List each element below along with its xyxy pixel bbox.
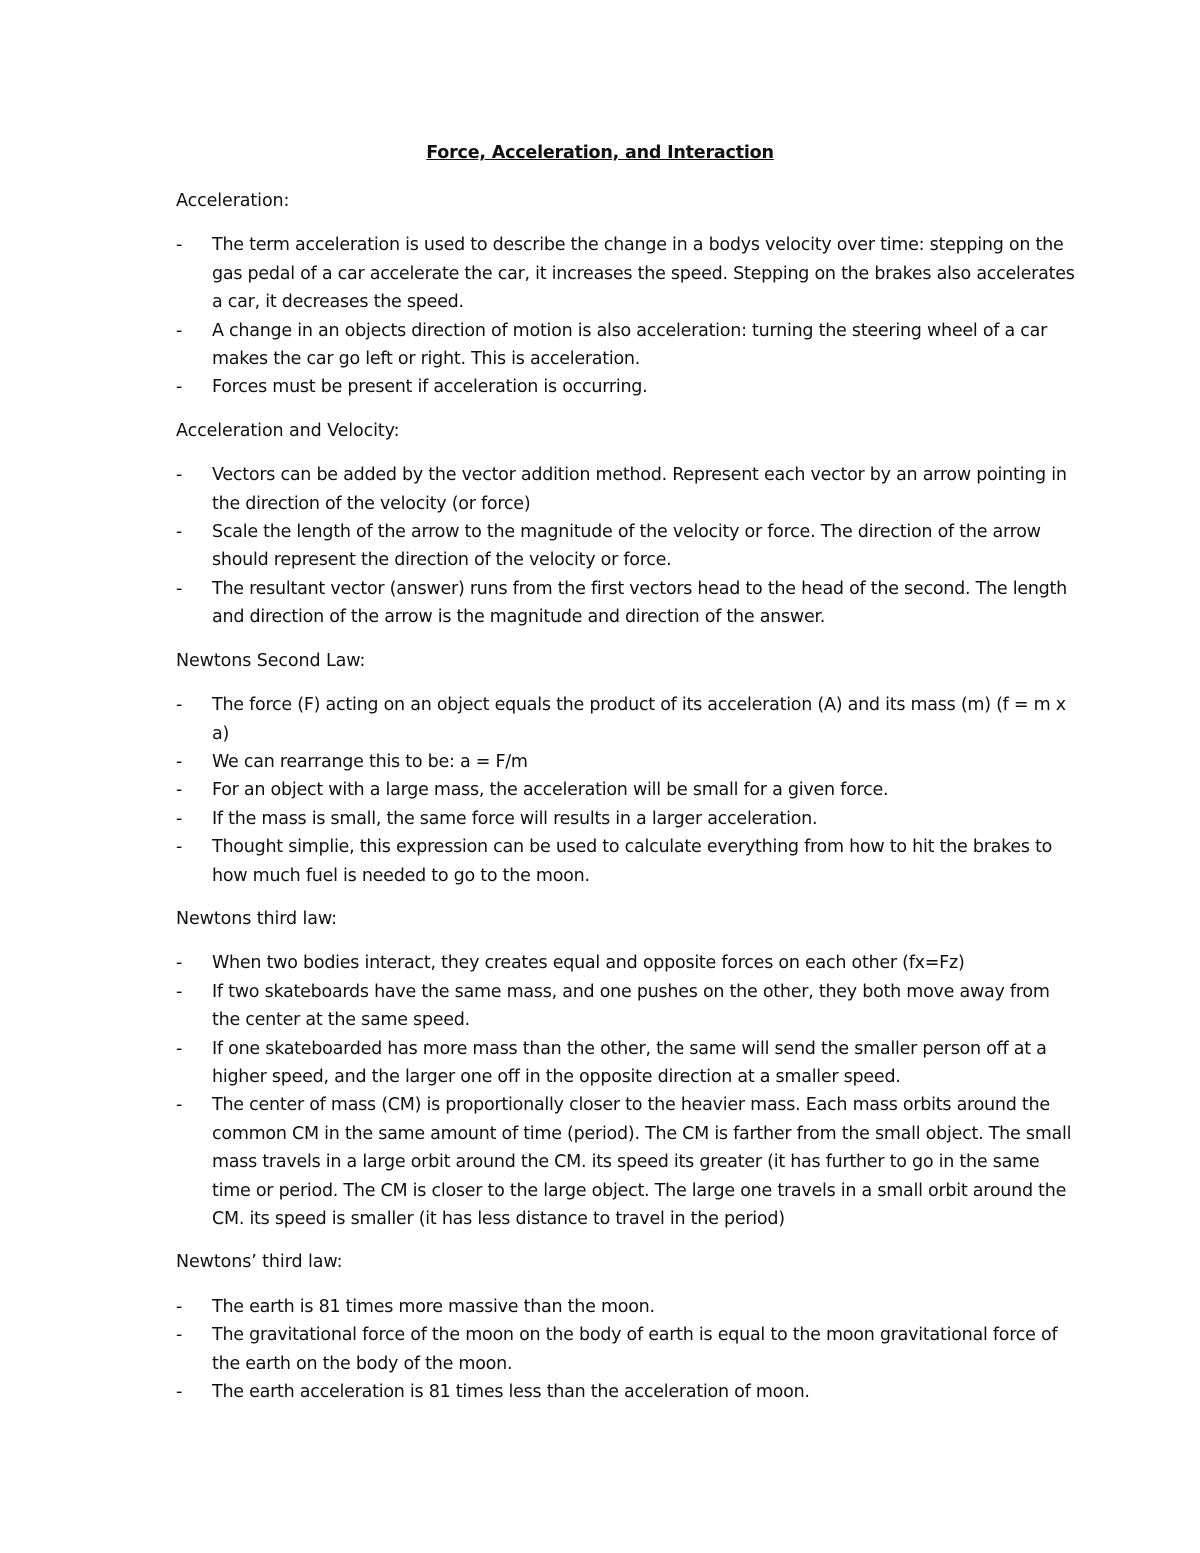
bullet-dash: -: [176, 465, 183, 486]
list-item-text: The gravitational force of the moon on the body of earth is equal to the moon gravitational force of the earth on the body of the moon.: [212, 1325, 1058, 1374]
section-heading: Acceleration:: [176, 191, 290, 211]
bullet-dash: -: [176, 751, 183, 772]
list-item: [176, 691, 1076, 748]
list-item: [176, 1378, 1076, 1406]
bullet-dash: -: [176, 780, 183, 801]
bullet-dash: -: [176, 1382, 183, 1403]
section: [176, 1248, 1076, 1406]
list-item-text: Forces must be present if acceleration is occurring.: [212, 377, 648, 398]
document-body: [176, 187, 1076, 1421]
list-item: [176, 317, 1076, 374]
bullet-dash: -: [176, 695, 183, 716]
bullet-list: [176, 1293, 1076, 1407]
list-item: [176, 949, 1076, 977]
bullet-dash: -: [176, 1038, 183, 1059]
bullet-list: [176, 461, 1076, 631]
section: [176, 647, 1076, 890]
list-item-text: If the mass is small, the same force will results in a larger acceleration.: [212, 808, 818, 829]
section: [176, 417, 1076, 632]
list-item-text: Vectors can be added by the vector addition method. Represent each vector by an arrow pointing in the direction of the velocity (or force): [212, 465, 1067, 514]
bullet-list: [176, 231, 1076, 401]
list-item-text: If one skateboarded has more mass than the other, the same will send the smaller person off at a higher speed, and the larger one off in the opposite direction at a smaller speed.: [212, 1038, 1047, 1087]
list-item: [176, 1293, 1076, 1321]
list-item: [176, 518, 1076, 575]
bullet-dash: -: [176, 837, 183, 858]
list-item: [176, 776, 1076, 804]
bullet-dash: -: [176, 1296, 183, 1317]
list-item-text: For an object with a large mass, the acceleration will be small for a given force.: [212, 780, 889, 801]
bullet-dash: -: [176, 953, 183, 974]
list-item-text: We can rearrange this to be: a = F/m: [212, 751, 528, 772]
list-item: [176, 833, 1076, 890]
bullet-dash: -: [176, 808, 183, 829]
list-item-text: Scale the length of the arrow to the magnitude of the velocity or force. The direction of the arrow should represent the direction of the velocity or force.: [212, 522, 1041, 571]
list-item: [176, 748, 1076, 776]
bullet-dash: -: [176, 1325, 183, 1346]
bullet-dash: -: [176, 377, 183, 398]
section-heading: Acceleration and Velocity:: [176, 420, 400, 441]
list-item: [176, 978, 1076, 1035]
section-heading: Newtons Second Law:: [176, 650, 366, 671]
list-item-text: The center of mass (CM) is proportionally closer to the heavier mass. Each mass orbits around the common CM in the same amount of time (period). The CM is farther from the small object. The small mass travels in a large orbit around the CM. its speed its greater (it has further to go in the same time or period. The CM is closer to the large object. The large one travels in a small orbit around the CM. its speed is smaller (it has less distance to travel in the period): [212, 1095, 1072, 1229]
bullet-dash: -: [176, 235, 183, 256]
section: [176, 187, 1076, 402]
bullet-dash: -: [176, 320, 183, 341]
list-item: [176, 373, 1076, 401]
bullet-dash: -: [176, 981, 183, 1002]
bullet-dash: -: [176, 1095, 183, 1116]
list-item-text: The earth acceleration is 81 times less than the acceleration of moon.: [212, 1382, 810, 1403]
list-item-text: The resultant vector (answer) runs from the first vectors head to the head of the second. The length and direction of the arrow is the magnitude and direction of the answer.: [212, 578, 1067, 628]
list-item-text: Thought simplie, this expression can be used to calculate everything from how to hit the brakes to how much fuel is needed to go to the moon.: [212, 837, 1053, 886]
list-item: [176, 461, 1076, 518]
bullet-dash: -: [176, 522, 183, 543]
bullet-list: [176, 949, 1076, 1233]
bullet-list: [176, 691, 1076, 890]
list-item-text: When two bodies interact, they creates equal and opposite forces on each other (fx=Fz): [212, 953, 965, 974]
section-heading: Newtons third law:: [176, 908, 337, 929]
list-item: [176, 1035, 1076, 1092]
list-item: [176, 1091, 1076, 1233]
list-item-text: The earth is 81 times more massive than the moon.: [212, 1296, 655, 1317]
bullet-dash: -: [176, 578, 183, 599]
list-item: [176, 805, 1076, 833]
section-heading: Newtons’ third law:: [176, 1252, 343, 1273]
list-item: [176, 575, 1076, 632]
document-title: Force, Acceleration, and Interaction: [426, 143, 774, 163]
list-item: [176, 1321, 1076, 1378]
list-item: [176, 231, 1076, 316]
list-item-text: The term acceleration is used to describe the change in a bodys velocity over time: stepping on the gas pedal of a car accelerate the car, it increases the speed. Stepping on the brakes also accelerates a car, it decreases the speed.: [212, 235, 1075, 313]
list-item-text: If two skateboards have the same mass, and one pushes on the other, they both move away from the center at the same speed.: [212, 981, 1050, 1031]
section: [176, 905, 1076, 1233]
list-item-text: The force (F) acting on an object equals the product of its acceleration (A) and its mass (m) (f = m x a): [212, 695, 1066, 744]
list-item-text: A change in an objects direction of motion is also acceleration: turning the steering wheel of a car makes the car go left or right. This is acceleration.: [212, 320, 1048, 370]
